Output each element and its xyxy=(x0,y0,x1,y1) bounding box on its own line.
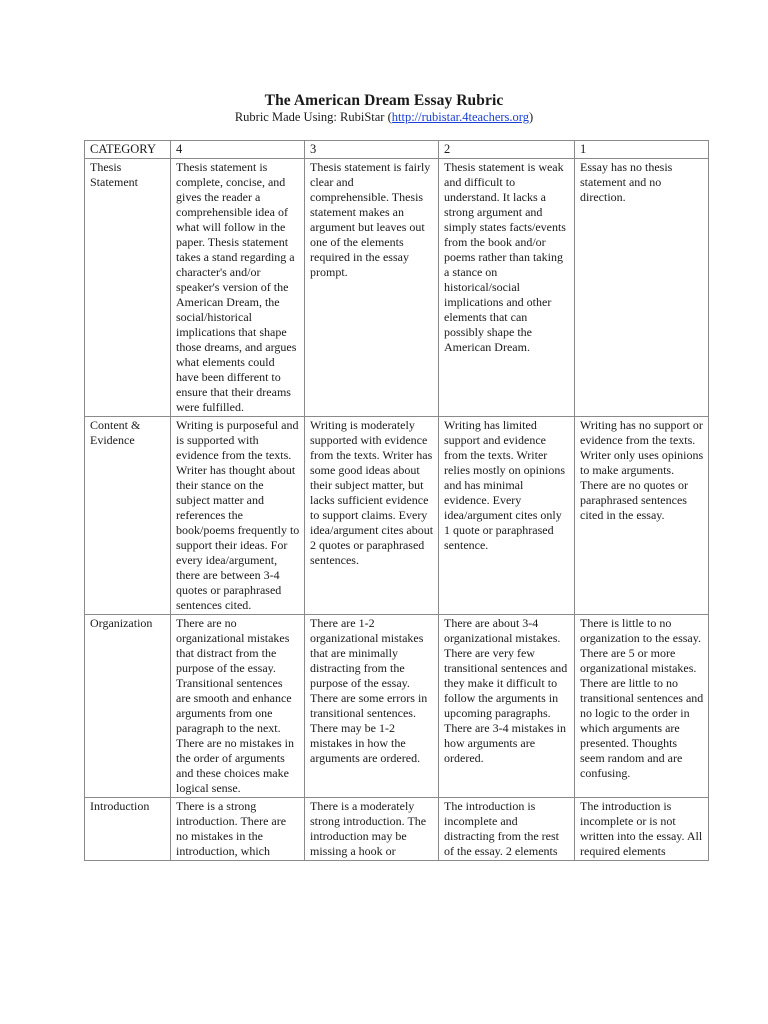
document-title: The American Dream Essay Rubric xyxy=(264,92,504,109)
table-header-row xyxy=(85,141,709,159)
header-score-4: 4 xyxy=(171,141,305,159)
table-row xyxy=(85,417,709,615)
table-cell: Writing is purposeful and is supported with evidence from the texts. Writer has thought about their stance on the subject matter and references the book/poems frequently to support their ideas. For every idea/argument, there are between 3-4 quotes or paraphrased sentences cited. xyxy=(171,417,305,615)
table-row xyxy=(85,798,709,861)
header-category: CATEGORY xyxy=(85,141,171,159)
table-cell: Thesis statement is weak and difficult to understand. It lacks a strong argument and simply states facts/events from the book and/or poems rather than taking a stance on historical/social implications and other elements that can possibly shape the American Dream. xyxy=(439,159,575,417)
table-cell: The introduction is incomplete and distracting from the rest of the essay. 2 elements xyxy=(439,798,575,861)
subtitle-suffix: ) xyxy=(529,110,534,124)
table-row xyxy=(85,159,709,417)
table-cell: The introduction is incomplete or is not written into the essay. All required elements xyxy=(575,798,709,861)
table-cell: Writing has no support or evidence from the texts. Writer only uses opinions to make arguments. There are no quotes or paraphrased sentences cited in the essay. xyxy=(575,417,709,615)
header-score-2: 2 xyxy=(439,141,575,159)
table-cell: There are about 3-4 organizational mistakes. There are very few transitional sentences and they make it difficult to follow the arguments in upcoming paragraphs. There are 3-4 mistakes in how arguments are ordered. xyxy=(439,615,575,798)
table-cell: There is a strong introduction. There are no mistakes in the introduction, which xyxy=(171,798,305,861)
table-cell: There is a moderately strong introduction. The introduction may be missing a hook or xyxy=(305,798,439,861)
row-category: Thesis Statement xyxy=(85,159,171,417)
table-cell: Writing is moderately supported with evidence from the texts. Writer has some good ideas about their subject matter, but lacks sufficient evidence to support claims. Every idea/argument cites about 2 quotes or paraphrased sentences. xyxy=(305,417,439,615)
header-score-3: 3 xyxy=(305,141,439,159)
row-category: Organization xyxy=(85,615,171,798)
subtitle-prefix: Rubric Made Using: RubiStar ( xyxy=(234,110,392,124)
table-cell: There are no organizational mistakes that distract from the purpose of the essay. Transitional sentences are smooth and enhance arguments from one paragraph to the next. There are no mistakes in the order of arguments and these choices make logical sense. xyxy=(171,615,305,798)
rubric-table xyxy=(84,140,709,861)
row-category: Introduction xyxy=(85,798,171,861)
header-score-1: 1 xyxy=(575,141,709,159)
table-cell: Writing has limited support and evidence from the texts. Writer relies mostly on opinions and has minimal evidence. Every idea/argument cites only 1 quote or paraphrased sentence. xyxy=(439,417,575,615)
table-cell: Essay has no thesis statement and no direction. xyxy=(575,159,709,417)
document-subtitle xyxy=(0,110,768,125)
rubistar-link[interactable]: http://rubistar.4teachers.org xyxy=(391,110,529,124)
table-row xyxy=(85,615,709,798)
table-cell: Thesis statement is complete, concise, and gives the reader a comprehensible idea of what will follow in the paper. Thesis statement takes a stand regarding a character's and/or speaker's version of the American Dream, the social/historical implications that shape those dreams, and argues what elements could have been different to ensure that their dreams were fulfilled. xyxy=(171,159,305,417)
table-cell: Thesis statement is fairly clear and comprehensible. Thesis statement makes an argument but leaves out one of the elements required in the essay prompt. xyxy=(305,159,439,417)
table-cell: There is little to no organization to the essay. There are 5 or more organizational mistakes. There are little to no transitional sentences and no logic to the order in which arguments are presented. Thoughts seem random and are confusing. xyxy=(575,615,709,798)
row-category: Content & Evidence xyxy=(85,417,171,615)
table-cell: There are 1-2 organizational mistakes that are minimally distracting from the purpose of the essay. There are some errors in transitional sentences. There may be 1-2 mistakes in how the arguments are ordered. xyxy=(305,615,439,798)
